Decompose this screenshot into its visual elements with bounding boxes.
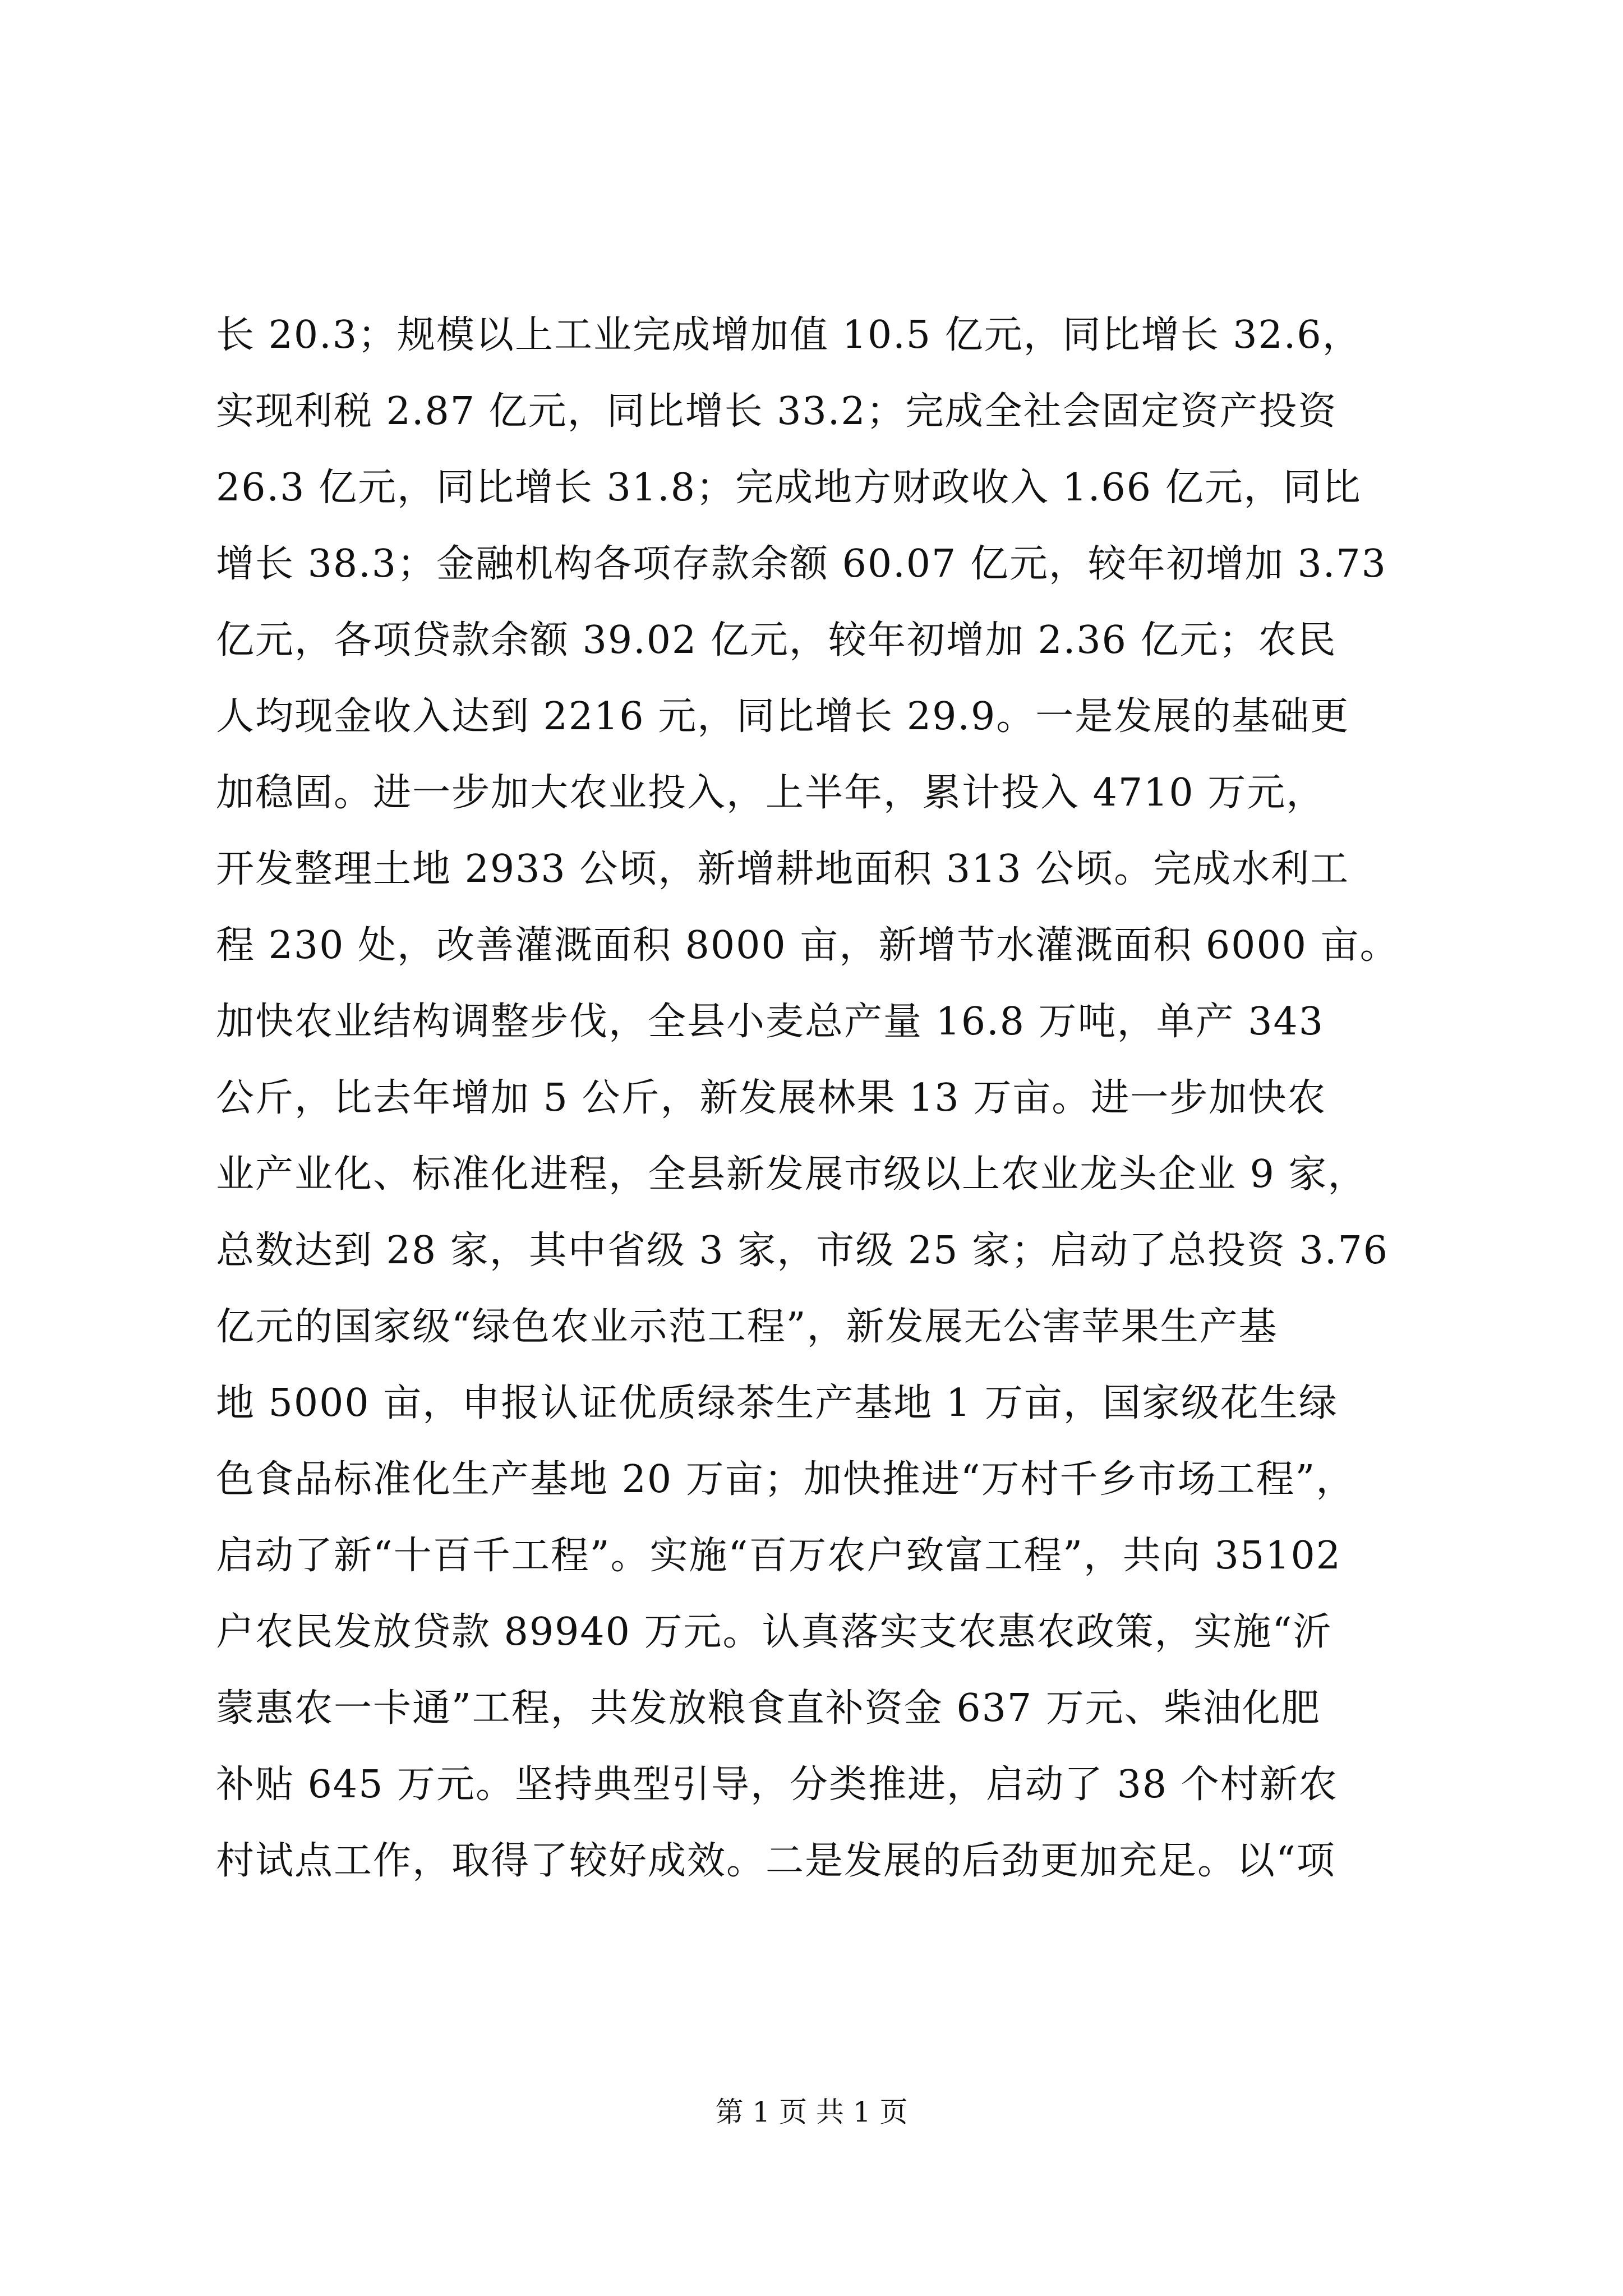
text-line: 实现利税 2.87 亿元，同比增长 33.2；完成全社会固定资产投资 — [216, 389, 1338, 434]
text-line: 26.3 亿元，同比增长 31.8；完成地方财政收入 1.66 亿元，同比 — [216, 466, 1362, 510]
text-line: 业产业化、标准化进程，全县新发展市级以上农业龙头企业 9 家， — [216, 1152, 1367, 1197]
text-line: 启动了新“十百千工程”。实施“百万农户致富工程”，共向 35102 — [216, 1534, 1341, 1578]
text-line: 亿元的国家级“绿色农业示范工程”，新发展无公害苹果生产基 — [216, 1305, 1278, 1349]
text-line: 补贴 645 万元。坚持典型引导，分类推进，启动了 38 个村新农 — [216, 1763, 1338, 1807]
body-text — [216, 297, 1472, 1899]
text-line: 长 20.3；规模以上工业完成增加值 10.5 亿元，同比增长 32.6， — [216, 313, 1362, 357]
text-line: 地 5000 亩，申报认证优质绿茶生产基地 1 万亩，国家级花生绿 — [216, 1381, 1338, 1425]
page-footer: 第 1 页 共 1 页 — [715, 2096, 908, 2128]
text-line: 蒙惠农一卡通”工程，共发放粮食直补资金 637 万元、柴油化肥 — [216, 1686, 1321, 1731]
text-line: 村试点工作，取得了较好成效。二是发展的后劲更加充足。以“项 — [216, 1839, 1336, 1883]
text-line: 开发整理土地 2933 公顷，新增耕地面积 313 公顷。完成水利工 — [216, 847, 1350, 891]
text-line: 户农民发放贷款 89940 万元。认真落实支农惠农政策，实施“沂 — [216, 1610, 1332, 1654]
text-line: 亿元，各项贷款余额 39.02 亿元，较年初增加 2.36 亿元；农民 — [216, 618, 1337, 662]
text-line: 色食品标准化生产基地 20 万亩；加快推进“万村千乡市场工程”， — [216, 1457, 1355, 1502]
text-line: 公斤，比去年增加 5 公斤，新发展林果 13 万亩。进一步加快农 — [216, 1076, 1327, 1120]
text-line: 总数达到 28 家，其中省级 3 家，市级 25 家；启动了总投资 3.76 — [216, 1228, 1389, 1273]
text-line: 增长 38.3；金融机构各项存款余额 60.07 亿元，较年初增加 3.73 — [216, 542, 1387, 586]
text-line: 加稳固。进一步加大农业投入，上半年，累计投入 4710 万元， — [216, 771, 1326, 815]
text-line: 程 230 处，改善灌溉面积 8000 亩，新增节水灌溉面积 6000 亩。 — [216, 923, 1399, 968]
text-line: 人均现金收入达到 2216 元，同比增长 29.9。一是发展的基础更 — [216, 694, 1350, 739]
text-line: 加快农业结构调整步伐，全县小麦总产量 16.8 万吨，单产 343 — [216, 1000, 1325, 1044]
